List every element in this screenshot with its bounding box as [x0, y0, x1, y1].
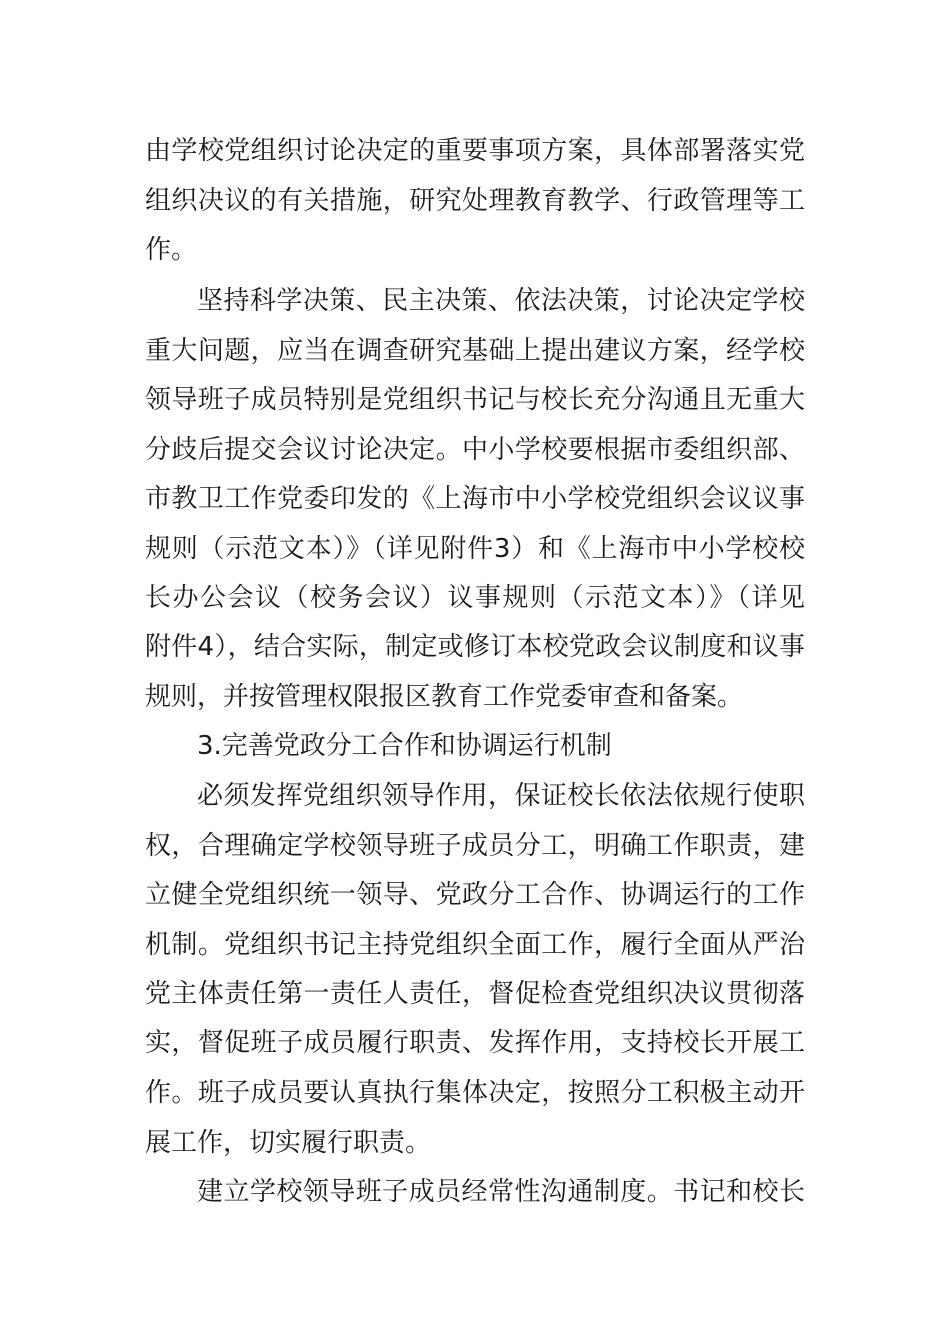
text-line-20: 作。班子成员要认真执行集体决定，按照分工积极主动开	[145, 1078, 805, 1108]
text-line-15: 权，合理确定学校领导班子成员分工，明确工作职责，建	[145, 831, 805, 861]
text-line-18: 党主体责任第一责任人责任，督促检查党组织决议贯彻落	[145, 979, 805, 1009]
text-line-12: 规则，并按管理权限报区教育工作党委审查和备案。	[145, 682, 744, 712]
text-line-7: 分歧后提交会议讨论决定。中小学校要根据市委组织部、	[145, 435, 805, 465]
text-line-16: 立健全党组织统一领导、党政分工合作、协调运行的工作	[145, 880, 805, 910]
text-line-14: 必须发挥党组织领导作用，保证校长依法依规行使职	[197, 781, 805, 811]
text-line-8: 市教卫工作党委印发的《上海市中小学校党组织会议议事	[145, 484, 805, 514]
text-line-11: 附件4），结合实际，制定或修订本校党政会议制度和议事	[145, 632, 805, 662]
text-line-17: 机制。党组织书记主持党组织全面工作，履行全面从严治	[145, 930, 805, 960]
text-line-5: 重大问题，应当在调查研究基础上提出建议方案，经学校	[145, 336, 805, 366]
text-line-1: 由学校党组织讨论决定的重要事项方案，具体部署落实党	[145, 136, 805, 166]
section-heading: 3.完善党政分工合作和协调运行机制	[197, 731, 612, 761]
text-line-3: 作。	[145, 235, 198, 265]
text-line-2: 组织决议的有关措施，研究处理教育教学、行政管理等工	[145, 186, 805, 216]
text-line-9: 规则（示范文本）》（详见附件3）和《上海市中小学校校	[145, 534, 805, 564]
text-line-6: 领导班子成员特别是党组织书记与校长充分沟通且无重大	[145, 385, 805, 415]
text-line-4: 坚持科学决策、民主决策、依法决策，讨论决定学校	[197, 286, 805, 316]
text-line-19: 实，督促班子成员履行职责、发挥作用，支持校长开展工	[145, 1028, 805, 1058]
text-line-10: 长办公会议（校务会议）议事规则（示范文本）》（详见	[145, 583, 805, 613]
text-line-21: 展工作，切实履行职责。	[145, 1128, 432, 1158]
text-line-22: 建立学校领导班子成员经常性沟通制度。书记和校长	[197, 1177, 805, 1207]
